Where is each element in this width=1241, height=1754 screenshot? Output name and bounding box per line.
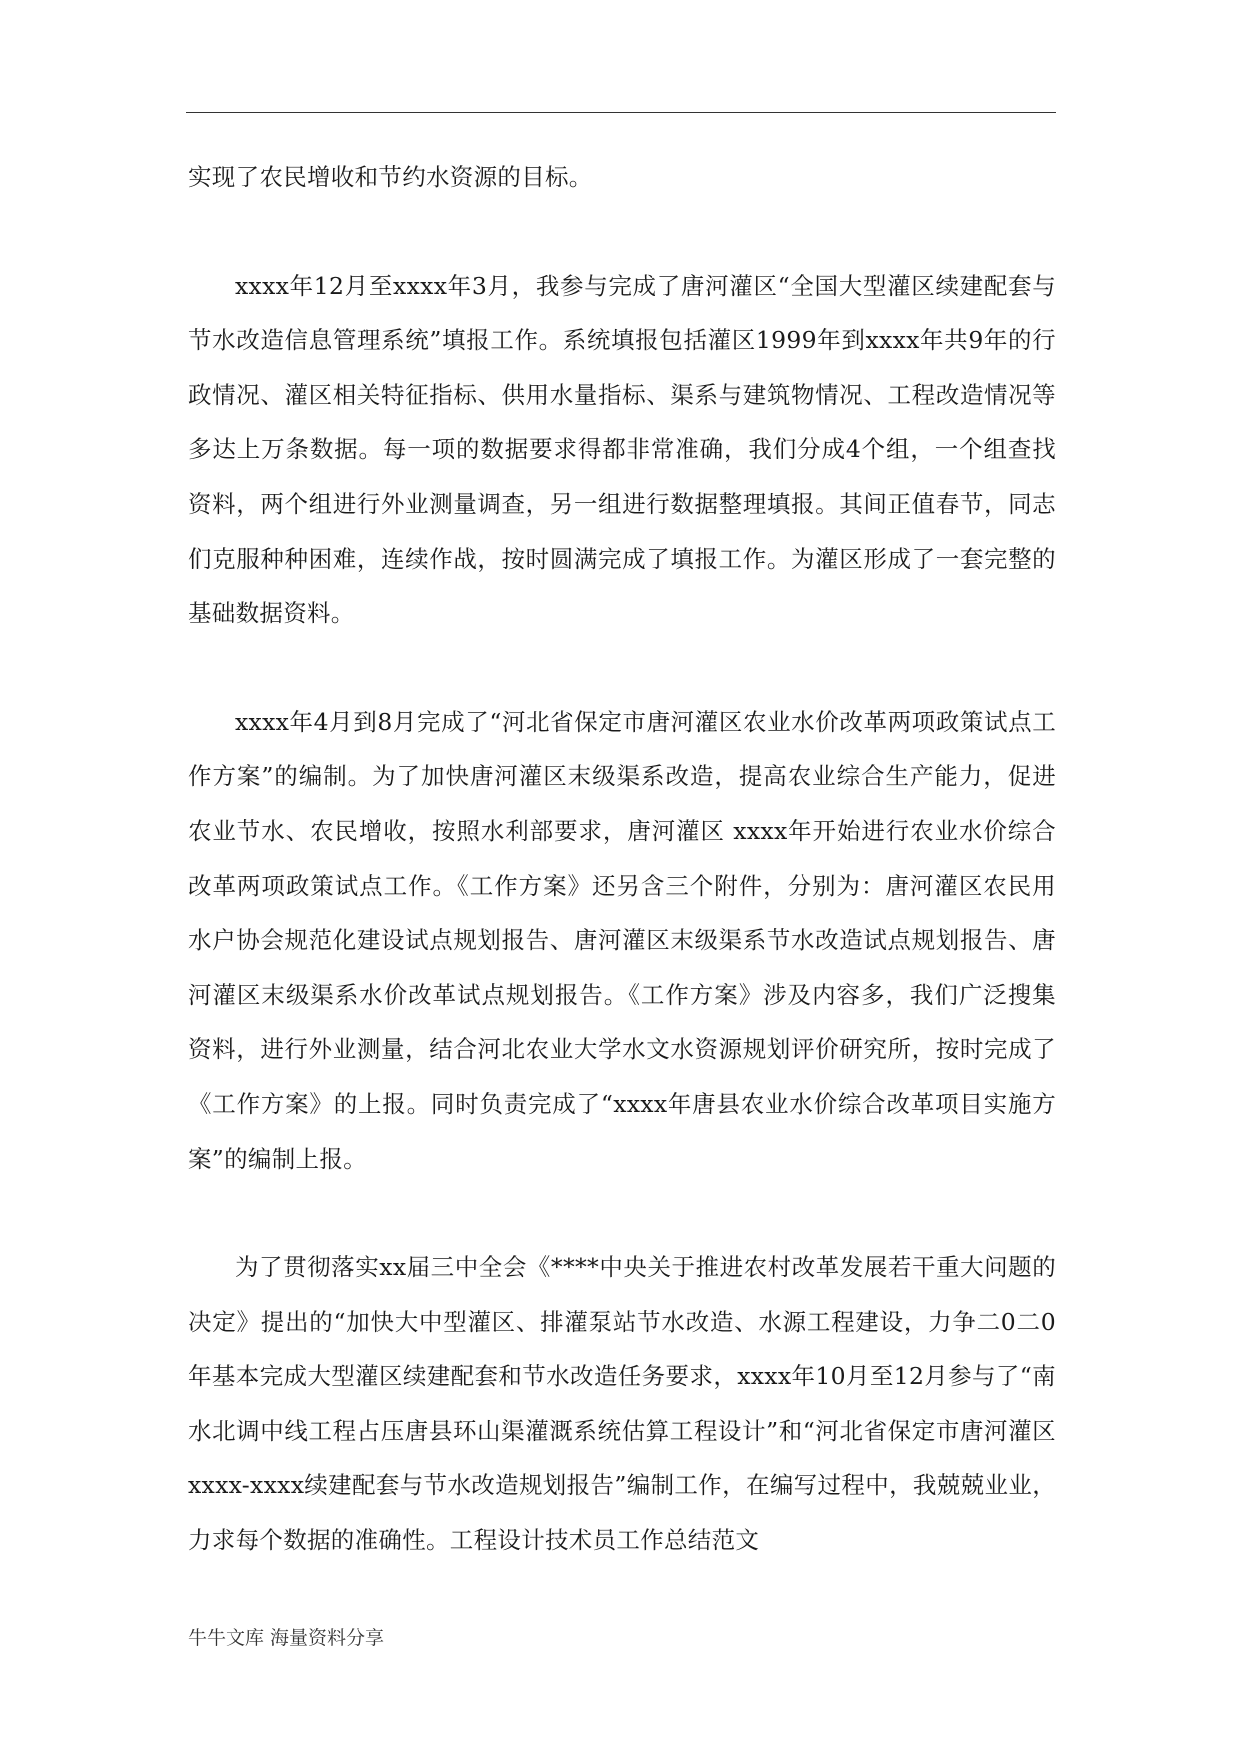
paragraph-1: 实现了农民增收和节约水资源的目标。 — [188, 163, 593, 191]
header-rule — [186, 112, 1056, 113]
document-body — [188, 150, 1056, 1568]
paragraph-4: 为了贯彻落实xx届三中全会《****中央关于推进农村改革发展若干重大问题的决定》提出的“加快大中型灌区、排灌泵站节水改造、水源工程建设，力争二0二0年基本完成大型灌区续建配套和节水改造任务要求，xxxx年10月至12月参与了“南水北调中线工程占压唐县环山渠灌溉系统估算工程设计”和“河北省保定市唐河灌区xxxx-xxxx续建配套与节水改造规划报告”编制工作，在编写过程中，我兢兢业业，力求每个数据的准确性。工程设计技术员工作总结范文 — [188, 1253, 1056, 1555]
page-footer: 牛牛文库 海量资料分享 — [188, 1627, 385, 1649]
paragraph-2: xxxx年12月至xxxx年3月，我参与完成了唐河灌区“全国大型灌区续建配套与节水改造信息管理系统”填报工作。系统填报包括灌区1999年到xxxx年共9年的行政情况、灌区相关特征指标、供用水量指标、渠系与建筑物情况、工程改造情况等多达上万条数据。每一项的数据要求得都非常准确，我们分成4个组，一个组查找资料，两个组进行外业测量调查，另一组进行数据整理填报。其间正值春节，同志们克服种种困难，连续作战，按时圆满完成了填报工作。为灌区形成了一套完整的基础数据资料。 — [188, 271, 1056, 628]
paragraph-3: xxxx年4月到8月完成了“河北省保定市唐河灌区农业水价改革两项政策试点工作方案”的编制。为了加快唐河灌区末级渠系改造，提高农业综合生产能力，促进农业节水、农民增收，按照水利部要求，唐河灌区 xxxx年开始进行农业水价综合改革两项政策试点工作。《工作方案》还另含三个附件，分别为：唐河灌区农民用水户协会规范化建设试点规划报告、唐河灌区末级渠系节水改造试点规划报告、唐河灌区末级渠系水价改革试点规划报告。《工作方案》涉及内容多，我们广泛搜集资料，进行外业测量，结合河北农业大学水文水资源规划评价研究所，按时完成了《工作方案》的上报。同时负责完成了“xxxx年唐县农业水价综合改革项目实施方案”的编制上报。 — [188, 707, 1056, 1173]
